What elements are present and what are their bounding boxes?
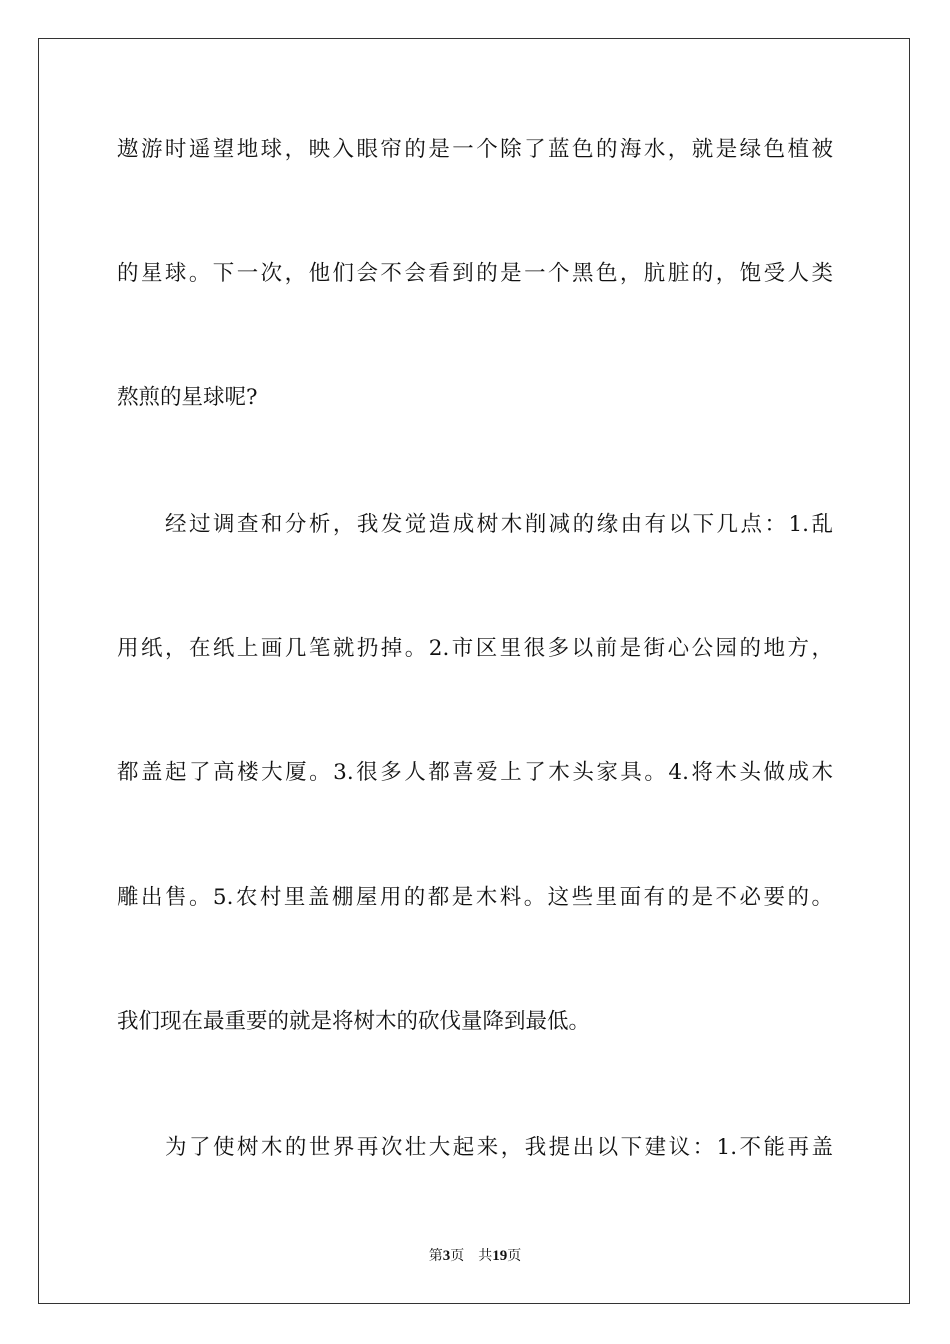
total-suffix: 页 [507,1248,522,1264]
paragraph-line-6: 都盖起了高楼大厦。3.很多人都喜爱上了木头家具。4.将木头做成木 [117,760,833,785]
total-pages: 19 [492,1248,508,1264]
paragraph-line-8: 我们现在最重要的就是将树木的砍伐量降到最低。 [117,1009,591,1034]
paragraph-line-7: 雕出售。5.农村里盖棚屋用的都是木料。这些里面有的是不必要的。 [117,885,833,910]
paragraph-line-9: 为了使树木的世界再次壮大起来，我提出以下建议：1.不能再盖 [165,1135,833,1160]
paragraph-line-5: 用纸，在纸上画几笔就扔掉。2.市区里很多以前是街心公园的地方， [117,636,833,661]
page-number: 3 [442,1248,451,1264]
page-border [38,38,910,1304]
total-prefix: 共 [478,1248,493,1264]
page-prefix: 第 [428,1248,443,1264]
page-suffix: 页 [450,1248,465,1264]
paragraph-line-4: 经过调查和分析，我发觉造成树木削减的缘由有以下几点：1.乱 [165,512,833,537]
paragraph-line-3: 熬煎的星球呢? [117,385,258,410]
paragraph-line-2: 的星球。下一次，他们会不会看到的是一个黑色，肮脏的，饱受人类 [117,261,833,286]
paragraph-line-1: 遨游时遥望地球，映入眼帘的是一个除了蓝色的海水，就是绿色植被 [117,137,833,162]
page-footer [0,1246,950,1266]
